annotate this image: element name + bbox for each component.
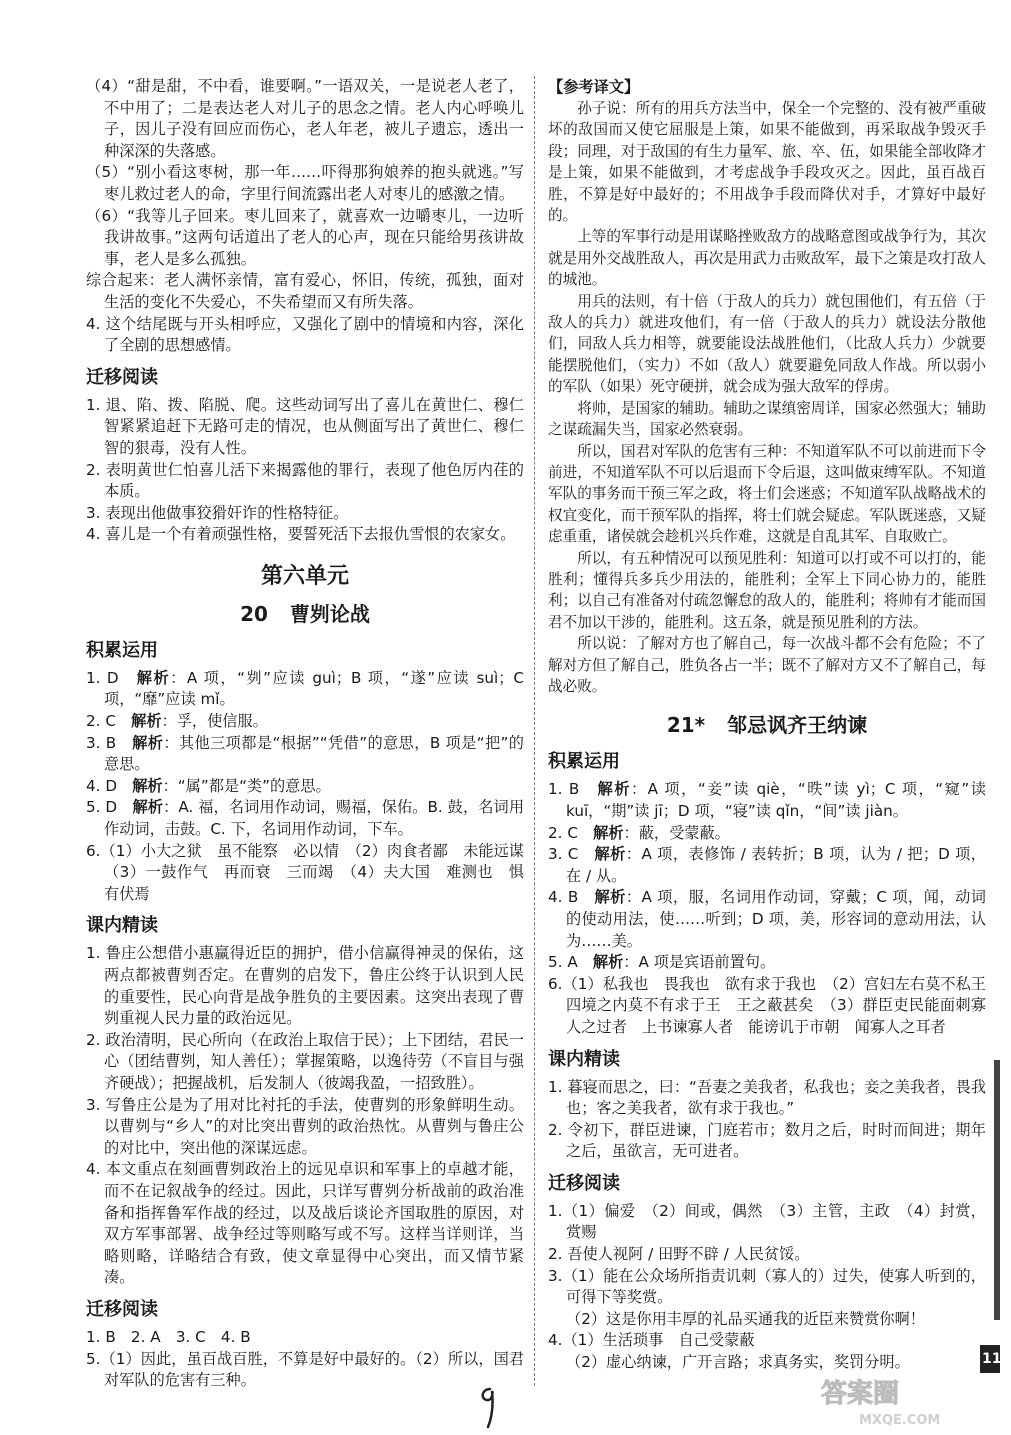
section-title-intensive: 课内精读 <box>86 915 158 937</box>
answer-text: ：“属”都是“类”的意思。 <box>162 776 331 795</box>
answer-item <box>548 844 986 887</box>
lesson-number: 21* <box>666 713 706 738</box>
answer-text: ：A 项，表修饰 / 表转折；B 项，认为 / 把；D 项，在 / 从。 <box>566 845 986 885</box>
answer-text: ：其他三项都是“根据”“凭借”的意思，B 项是“把”的意思。 <box>104 733 524 774</box>
top-answers <box>86 76 524 357</box>
lesson-title <box>548 709 986 741</box>
translation-paragraph: 将帅，是国家的辅助。辅助之谋缜密周详，国家必然强大；辅助之谋疏漏失当，国家必然衰弱。 <box>548 399 986 439</box>
analysis-label: 解析 <box>136 668 171 687</box>
answer-item: 4. 本文重点在刻画曹刿政治上的远见卓识和军事上的卓越才能，而不在记叙战争的经过。因此，只详写曹刿分析战前的政治准备和指挥鲁军作战的经过，以及战后谈论齐国取胜的原因，对双方军事部署、战争经过等则略写或不写。这样当详则详，当略则略，详略结合有致，使文章显得中心突出，而又情节紧凑。 <box>86 1160 524 1287</box>
answer-item: 6.（1）小大之狱 虽不能察 必以情 （2）肉食者鄙 未能远谋 （3）一鼓作气 再而衰 三而竭 （4）夫大国 难测也 惧有伏焉 <box>86 841 540 903</box>
answer-text: ：孚，使信服。 <box>161 712 268 731</box>
answer-option: 2. C <box>86 712 132 731</box>
answer-option: 5. A <box>548 953 593 972</box>
translation-paragraph: 所以，国君对军队的危害有三种：不知道军队不可以前进而下令前进，不知道军队不可以后退而下令后退，这叫做束缚军队。不知道军队的事务而干预三军之政，将士们会迷惑；不知道军队战略战术的权宜变化，而干预军队的指挥，将士们就会疑虑。军队既迷惑，又疑虑重重，诸侯就会趁机兴兵作难，这就是自乱其军、自取败亡。 <box>548 442 986 546</box>
watermark-logo <box>815 1368 990 1430</box>
analysis-label: 解析 <box>132 776 163 795</box>
answer-item <box>548 779 986 822</box>
section-title-migration: 迁移阅读 <box>548 1172 620 1194</box>
answer-item: 2. 令初下，群臣进谏，门庭若市；数月之后，时时而间进；期年之后，虽欲言，无可进者。 <box>548 1120 986 1161</box>
watermark-url: MXQE.COM <box>859 1413 941 1428</box>
analysis-label: 解析 <box>597 780 631 799</box>
answer-item: （6）“我等儿子回来。枣儿回来了，就喜欢一边嚼枣儿，一边听我讲故事。”这两句话道出了老人的心声，现在只能给男孩讲故事，老人是多么孤独。 <box>86 206 524 268</box>
column-divider <box>534 76 535 1386</box>
answer-item: （2）这是你用丰厚的礼品买通我的近臣来赞赏你啊！ <box>566 1309 925 1328</box>
lesson-name: 邹忌讽齐王纳谏 <box>727 713 868 738</box>
answer-item: 4. 这个结尾既与开头相呼应，又强化了剧中的情境和内容，深化了全剧的思想感情。 <box>86 314 524 355</box>
section-title-intensive: 课内精读 <box>548 1048 620 1070</box>
answer-item <box>86 797 524 840</box>
answer-item <box>548 823 986 845</box>
translation-title: 【参考译文】 <box>548 78 640 96</box>
lesson-name: 曹刿论战 <box>289 601 370 626</box>
section-title-migration: 迁移阅读 <box>86 366 158 388</box>
answer-item <box>86 668 524 711</box>
answer-item: 3.（1）能在公众场所指责讥刺（寡人的）过失，使寡人听到的，可得下等奖赏。 <box>548 1266 986 1307</box>
answer-item <box>86 711 524 733</box>
analysis-label: 解析 <box>594 845 626 864</box>
answer-item: 4.（1）生活琐事 自己受蒙蔽 <box>548 1331 755 1350</box>
answer-item: （2）虚心纳谏，广开言路；求真务实，奖罚分明。 <box>566 1353 910 1372</box>
reference-translation <box>548 76 986 697</box>
answer-item: 3. 写鲁庄公是为了用对比衬托的手法，使曹刿的形象鲜明生动。以曹刿与“乡人”的对比突出曹刿的政治热忱。从曹刿与鲁庄公的对比中，突出他的深谋远虑。 <box>86 1095 524 1157</box>
answer-text: ：A 项，“刿”应读 guì；B 项，“遂”应读 suì；C 项，“靡”应读 mǐ。 <box>104 668 525 709</box>
answer-option: 4. B <box>548 888 595 907</box>
analysis-label: 解析 <box>593 823 624 842</box>
translation-paragraph: 孙子说：所有的用兵方法当中，保全一个完整的、没有被严重破坏的敌国而又使它屈服是上策，如果不能做到，再采取战争毁灭手段；同理，对于敌国的有生力量军、旅、卒、伍，如果能全部收降才是上策，如果不能做到，才考虑战争手段攻灭之。因此，虽百战百胜，不算是好中最好的；不用战争手段而降伏对手，才算好中最好的。 <box>548 100 986 225</box>
answer-item <box>548 887 986 952</box>
answer-item: 2. 政治清明，民心所向（在政治上取信于民）；上下团结，君民一心（团结曹刿，知人善任）；掌握策略，以逸待劳（不盲目与强齐硬战）；把握战机，后发制人（彼竭我盈，一招致胜）。 <box>86 1030 524 1092</box>
section-title-accumulation: 积累运用 <box>86 639 158 661</box>
answer-option: 1. D <box>86 668 137 687</box>
answer-text: ：A. 福，名词用作动词，赐福，保佑。B. 鼓，名词用作动词，击鼓。C. 下，名词用作动词，下车。 <box>104 798 525 839</box>
analysis-label: 解析 <box>594 888 626 907</box>
translation-paragraph: 上等的军事行动是用谋略挫败敌方的战略意图或战争行为，其次就是用外交战胜敌人，再次是用武力击败敌军，最下之策是攻打敌人的城池。 <box>548 228 986 289</box>
left-column <box>86 76 540 1392</box>
lesson-title <box>86 598 524 630</box>
section-title-accumulation: 积累运用 <box>548 751 620 773</box>
answer-text: ：A 项，“妾”读 qiè，“昳”读 yì；C 项，“窥”读 kuī，“期”读 jī；D 项，“寝”读 qǐn，“间”读 jiàn。 <box>566 780 986 820</box>
unit-title: 第六单元 <box>260 563 349 589</box>
answer-item: 1. B 2. A 3. C 4. B <box>86 1327 251 1346</box>
answer-item <box>86 776 524 798</box>
answer-option: 4. D <box>86 776 133 795</box>
answer-item: 1. 暮寝而思之，曰：“吾妻之美我者，私我也；妾之美我者，畏我也；客之美我者，欲有求于我也。” <box>548 1077 986 1118</box>
answer-item: 综合起来：老人满怀亲情，富有爱心，怀旧，传统，孤独，面对生活的变化不失爱心，不失希望而又有所失落。 <box>86 271 524 311</box>
answer-item <box>548 952 986 974</box>
answer-item: 1. 鲁庄公想借小惠赢得近臣的拥护，借小信赢得神灵的保佑，这两点都被曹刿否定。在曹刿的启发下，鲁庄公终于认识到人民的重要性，民心向背是战争胜负的主要因素。这突出表现了曹刿重视人民力量的政治远见。 <box>86 944 524 1028</box>
handwritten-mark <box>476 1385 500 1430</box>
answer-option: 3. B <box>86 733 133 752</box>
section-title-migration: 迁移阅读 <box>86 1298 158 1320</box>
page-number: 110 <box>980 1345 1000 1373</box>
analysis-label: 解析 <box>131 712 162 731</box>
analysis-label: 解析 <box>132 733 164 752</box>
analysis-label: 解析 <box>592 953 624 972</box>
answer-item: 4. 喜儿是一个有着顽强性格，要誓死活下去报仇雪恨的农家女。 <box>86 525 516 544</box>
answer-item: 1.（1）偏爱 （2）间或，偶然 （3）主管，主政 （4）封赏，赏赐 <box>548 1201 986 1242</box>
lesson-number: 20 <box>240 601 268 626</box>
answer-text: ：蔽，受蒙蔽。 <box>623 823 730 842</box>
translation-paragraph: 所以说：了解对方也了解自己，每一次战斗都不会有危险；不了解对方但了解自己，胜负各占一半；既不了解对方又不了解自己，每战必败。 <box>548 635 986 695</box>
answer-option: 5. D <box>86 798 133 817</box>
translation-paragraph: 所以，有五种情况可以预见胜利：知道可以打或不可以打的，能胜利；懂得兵多兵少用法的，能胜利；全军上下同心协力的，能胜利；以自己有准备对付疏忽懈怠的敌人的，能胜利；将帅有才能而国君不加以干涉的，能胜利。这五条，就是预见胜利的方法。 <box>548 549 986 631</box>
answer-text: ：A 项，服，名词用作动词，穿戴；C 项，闻，动词的使动用法，使……听到；D 项，美，形容词的意动用法，认为……美。 <box>566 888 986 950</box>
translation-paragraph: 用兵的法则，有十倍（于敌人的兵力）就包围他们，有五倍（于敌人的兵力）就进攻他们，有一倍（于敌人的兵力）就设法分散他们，同敌人兵力相等，就要能设法战胜他们，（比敌人兵力）少就要能摆脱他们，（实力）不如（敌人）就要避免同敌人作战。所以弱小的军队（如果）死守硬拼，就会成为强大敌军的俘虏。 <box>548 292 986 396</box>
answer-item: 6.（1）私我也 畏我也 欲有求于我也 （2）宫妇左右莫不私王 四境之内莫不有求于王 王之蔽甚矣 （3）群臣吏民能面刺寡人之过者 上书谏寡人者 能谤讥于市朝 闻寡人之耳者 <box>548 974 1002 1036</box>
answer-item <box>86 733 524 776</box>
answer-item: （5）“别小看这枣树，那一年……吓得那狗娘养的抱头就逃。”写枣儿救过老人的命，字里行间流露出老人对枣儿的感激之情。 <box>86 163 524 203</box>
answer-item: 1. 退、陷、拨、陷脱、爬。这些动词写出了喜儿在黄世仁、穆仁智紧紧追赶下无路可走的情况，也从侧面写出了黄世仁、穆仁智的狠毒，没有人性。 <box>86 395 524 457</box>
answer-option: 3. C <box>548 845 595 864</box>
answer-option: 2. C <box>548 823 594 842</box>
answer-item: 5.（1）因此，虽百战百胜，不算是好中最好的。（2）所以，国君对军队的危害有三种。 <box>86 1349 524 1390</box>
page-edge-strip <box>994 1060 1000 1320</box>
answer-option: 1. B <box>548 780 598 799</box>
analysis-label: 解析 <box>132 798 164 817</box>
answer-text: ：A 项是宾语前置句。 <box>623 953 776 972</box>
answer-item: 2. 吾使人视阿 / 田野不辟 / 人民贫馁。 <box>548 1245 810 1264</box>
watermark-text: 答案圈 <box>821 1379 900 1409</box>
answer-item: （4）“甜是甜，不中看，谁要啊。”一语双关，一是说老人老了，不中用了；二是表达老人对儿子的思念之情。老人内心呼唤儿子，因儿子没有回应而伤心，老人年老，被儿子遗忘，透出一种深深的失落感。 <box>86 77 524 160</box>
answer-item: 3. 表现出他做事狡猾奸诈的性格特征。 <box>86 503 349 522</box>
answer-item: 2. 表明黄世仁怕喜儿活下来揭露他的罪行，表现了他色厉内荏的本质。 <box>86 460 524 501</box>
